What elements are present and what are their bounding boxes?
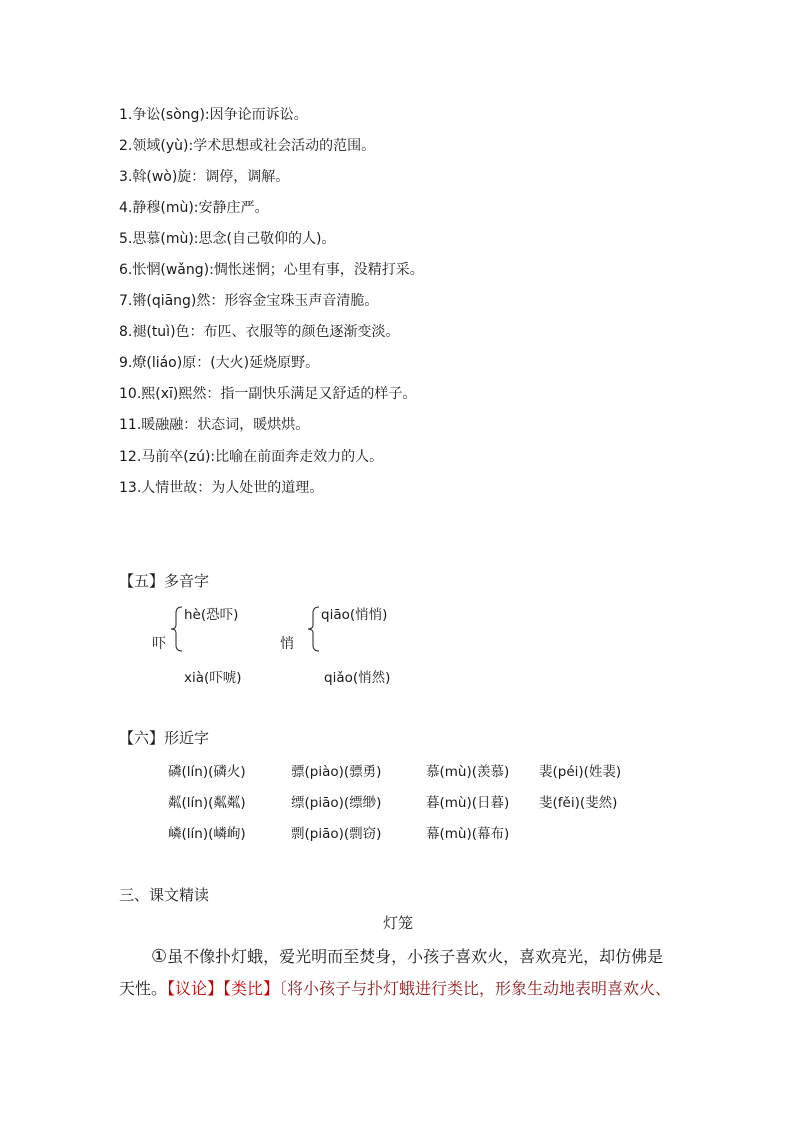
brace-icon [307,606,321,652]
reading-top: hè(恐吓) [184,607,239,623]
vocab-item: 1.争讼(sòng):因争论而诉讼。 [119,107,308,123]
grid-cell: 幕(mù)(幕布) [426,826,510,842]
grid-cell: 嶙(lín)(嶙峋) [168,826,246,842]
vocab-item: 11.暖融融：状态词，暖烘烘。 [119,417,310,433]
annotation-tag: 【议论】 [167,979,224,998]
reading-top: qiāo(悄悄) [321,607,388,623]
grid-cell: 裴(péi)(姓裴) [539,764,622,780]
vocab-item: 5.思慕(mù):思念(自己敬仰的人)。 [119,231,336,247]
grid-cell: 缥(piāo)(缥缈) [291,795,382,811]
vocab-item: 6.怅惘(wǎng):惆怅迷惘；心里有事，没精打采。 [119,262,424,278]
section3-heading: 三、课文精读 [119,886,210,904]
vocab-item: 10.熙(xī)熙然：指一副快乐满足又舒适的样子。 [119,386,417,402]
paragraph-number: ① [151,946,168,967]
grid-cell: 磷(lín)(磷火) [168,764,246,780]
vocab-item: 12.马前卒(zú):比喻在前面奔走效力的人。 [119,449,384,465]
brace-icon [170,606,184,652]
grid-cell: 粼(lín)(粼粼) [168,795,246,811]
grid-cell: 暮(mù)(日暮) [426,795,510,811]
grid-cell: 骠(piào)(骠勇) [291,764,382,780]
vocab-item: 3.斡(wò)旋：调停，调解。 [119,169,290,185]
vocab-item: 7.锵(qiāng)然：形容金宝珠玉声音清脆。 [119,293,379,309]
section6-heading: 【六】形近字 [119,729,210,747]
polyphone-char: 吓 [152,636,166,652]
paragraph-line [119,976,671,999]
vocab-item: 4.静穆(mù):安静庄严。 [119,200,269,216]
vocab-item: 9.燎(liáo)原：(大火)延烧原野。 [119,355,320,371]
polyphone-char: 悄 [280,636,294,652]
grid-cell: 剽(piāo)(剽窃) [291,826,382,842]
grid-cell: 斐(fěi)(斐然) [539,795,618,811]
annotation-note: 〔将小孩子与扑灯蛾进行类比，形象生动地表明喜欢火、 [279,979,672,998]
grid-cell: 慕(mù)(羡慕) [426,764,510,780]
vocab-item: 13.人情世故：为人处世的道理。 [119,480,324,496]
vocab-item: 2.领域(yù):学术思想或社会活动的范围。 [119,138,376,154]
paragraph-line [151,944,663,967]
paragraph-text: 天性。 [119,979,168,998]
annotation-tag: 【类比】 [223,979,280,998]
section5-heading: 【五】多音字 [119,572,210,590]
reading-bottom: qiǎo(悄然) [324,670,391,686]
passage-title: 灯笼 [383,914,414,932]
paragraph-text: 虽不像扑灯蛾，爱光明而至焚身，小孩子喜欢火，喜欢亮光，却仿佛是 [167,947,664,966]
reading-bottom: xià(吓唬) [184,670,242,686]
vocab-item: 8.褪(tuì)色：布匹、衣服等的颜色逐渐变淡。 [119,324,400,340]
